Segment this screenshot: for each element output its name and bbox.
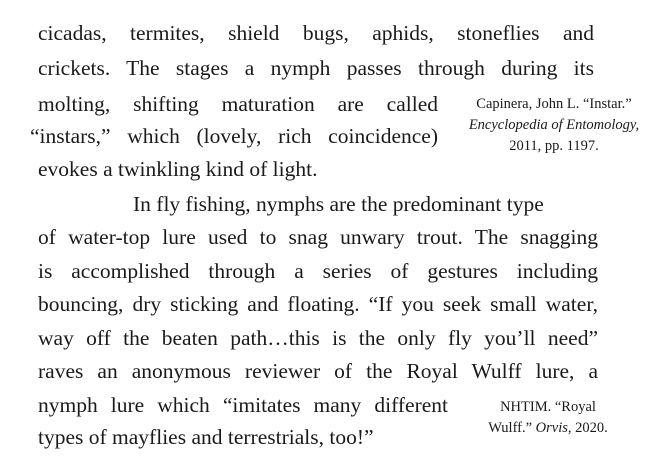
body-line: is accomplished through a series of gestures including [38,259,598,283]
body-line: of water-top lure used to snag unwary trout. The snagging [38,225,598,249]
sidenote-title: Encyclopedia of Entomology, [468,117,640,133]
body-line: cicadas, termites, shield bugs, aphids, stoneflies and [38,21,594,45]
body-line: evokes a twinkling kind of light. [38,157,318,181]
body-line: nymph lure which “imitates many different [38,393,448,417]
body-line: types of mayflies and terrestrials, too!” [38,425,374,449]
sidenote-line [454,115,654,136]
sidenote-text: , 2020. [567,420,608,436]
body-line: “instars,” which (lovely, rich coincidence) [30,124,438,148]
sidenote-capinera [454,94,654,157]
sidenote-nhtim [458,397,638,439]
sidenote-line: NHTIM. “Royal [500,399,596,415]
sidenote-text: Wulff.” [488,420,536,436]
sidenote-title: Orvis [535,420,568,436]
body-line: molting, shifting maturation are called [38,92,438,116]
body-line: way off the beaten path…this is the only fly you’ll need” [38,326,598,350]
sidenote-line: 2011, pp. 1197. [509,138,599,154]
body-line: raves an anonymous reviewer of the Royal Wulff lure, a [38,359,598,383]
sidenote-line [458,418,638,439]
body-line: In fly fishing, nymphs are the predominant type [133,192,544,216]
sidenote-line: Capinera, John L. “Instar.” [476,96,632,112]
body-line: bouncing, dry sticking and floating. “If you seek small water, [38,292,598,316]
body-line: crickets. The stages a nymph passes through during its [38,56,594,80]
